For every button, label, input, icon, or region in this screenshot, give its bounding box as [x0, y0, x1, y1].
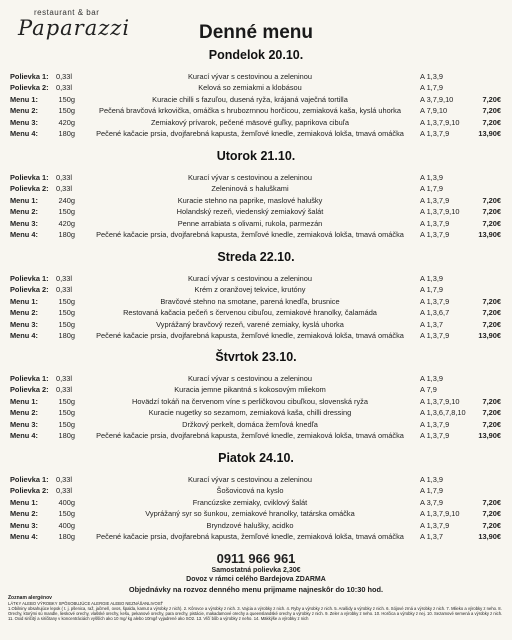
item-price: 7,20€	[482, 106, 501, 116]
menu-row	[0, 129, 512, 139]
item-volume: 150g	[58, 106, 75, 116]
item-price: 13,90€	[478, 532, 501, 541]
item-allergens: A 1,3,7,9	[420, 331, 450, 340]
day-heading: Pondelok 20.10.	[208, 48, 304, 62]
item-volume: 150g	[58, 207, 75, 217]
item-price: 13,90€	[478, 431, 501, 440]
item-label: Menu 3:	[10, 319, 38, 329]
menu-row	[0, 274, 512, 284]
item-description: Kurací vývar s cestovinou a zeleninou	[187, 274, 313, 283]
menu-row	[0, 308, 512, 318]
item-label: Menu 4:	[10, 230, 38, 239]
item-allergens: A 1,7,9	[420, 285, 444, 295]
item-allergens: A 7,9,10	[420, 106, 448, 116]
item-description: Vyprážaný syr so šunkou, zemiakové hranolky, tatárska omáčka	[145, 509, 355, 519]
item-description: Vyprážaný bravčový rezeň, varené zemiaky, kyslá uhorka	[156, 319, 344, 329]
item-description: Kurací vývar s cestovinou a zeleninou	[187, 72, 313, 81]
menu-row	[0, 118, 512, 128]
item-label: Polievka 2:	[10, 285, 49, 295]
day-heading: Piatok 24.10.	[218, 451, 294, 465]
menu-row	[0, 196, 512, 206]
item-volume: 180g	[58, 129, 75, 138]
item-description: Kelová so zemiakmi a klobásou	[198, 83, 302, 93]
item-volume: 180g	[58, 331, 75, 340]
item-price: 7,20€	[482, 117, 501, 127]
item-label: Menu 3:	[10, 218, 38, 228]
item-volume: 420g	[58, 117, 75, 127]
item-description: Zemiakový prívarok, pečené mäsové guľky, paprikova cibuľa	[150, 117, 350, 127]
item-volume: 150g	[58, 396, 75, 406]
item-volume: 150g	[58, 94, 75, 104]
item-label: Menu 1:	[10, 396, 38, 406]
item-volume: 180g	[58, 532, 75, 541]
menu-row	[0, 320, 512, 330]
item-price: 7,20€	[482, 509, 501, 519]
item-description: Bryndzové halušky, acidko	[206, 520, 294, 530]
item-price: 13,90€	[478, 129, 501, 138]
item-volume: 0,33l	[56, 83, 73, 93]
menu-row	[0, 397, 512, 407]
item-volume: 150g	[58, 319, 75, 329]
item-volume: 180g	[58, 230, 75, 239]
item-label: Polievka 1:	[10, 374, 49, 383]
item-description: Pečené kačacie prsia, dvojfarebná kapusta, žemľové knedle, zemiaková lokša, tmavá omáčka	[96, 331, 404, 340]
item-label: Menu 1:	[10, 497, 38, 507]
menu-row	[0, 509, 512, 519]
menu-row	[0, 106, 512, 116]
phone-number[interactable]: 0911 966 961	[216, 551, 296, 566]
item-volume: 0,33l	[56, 173, 73, 182]
item-description: Restovaná kačacia pečeň s červenou cibuľou, zemiakové hranolky, čalamáda	[123, 308, 377, 318]
item-allergens: A 1,3,6,7	[420, 308, 450, 318]
item-allergens: A 1,3,7,9	[420, 419, 450, 429]
item-description: Holandský rezeň, viedenský zemiakový šalát	[176, 207, 324, 217]
item-label: Polievka 1:	[10, 173, 49, 182]
item-allergens: A 1,3,9	[420, 374, 444, 383]
item-volume: 400g	[58, 497, 75, 507]
item-allergens: A 1,3,9	[420, 173, 444, 182]
day-heading: Štvrtok 23.10.	[215, 350, 297, 364]
item-price: 7,20€	[482, 308, 501, 318]
menu-row	[0, 498, 512, 508]
item-price: 7,20€	[482, 195, 501, 205]
item-allergens: A 1,3,7,9	[420, 129, 450, 138]
item-price: 7,20€	[482, 520, 501, 530]
menu-row	[0, 184, 512, 194]
item-label: Menu 1:	[10, 296, 38, 306]
item-volume: 0,33l	[56, 285, 73, 295]
orders-note: Objednávky na rozvoz denného menu prijmame najneskôr do 10:30 hod.	[128, 585, 384, 594]
item-description: Kuracie nugetky so sezamom, zemiaková kaša, chilli dressing	[148, 408, 352, 418]
item-description: Kuracia jemne pikantná s kokosovým mliekom	[174, 385, 326, 395]
item-price: 7,20€	[482, 408, 501, 418]
item-volume: 0,33l	[56, 486, 73, 496]
item-description: Šošovicová na kyslo	[216, 486, 284, 496]
menu-row	[0, 475, 512, 485]
item-label: Menu 4:	[10, 331, 38, 340]
item-volume: 240g	[58, 195, 75, 205]
item-volume: 0,33l	[56, 274, 73, 283]
item-description: Penne arrabiata s olivami, rukola, parmezán	[177, 218, 323, 228]
item-price: 7,20€	[482, 218, 501, 228]
item-volume: 0,33l	[56, 184, 73, 194]
item-label: Menu 2:	[10, 509, 38, 519]
menu-row	[0, 230, 512, 240]
menu-row	[0, 420, 512, 430]
item-allergens: A 1,3,9	[420, 475, 444, 484]
item-label: Menu 1:	[10, 94, 38, 104]
item-volume: 0,33l	[56, 72, 73, 81]
item-price: 7,20€	[482, 94, 501, 104]
item-allergens: A 1,3,9	[420, 274, 444, 283]
item-label: Menu 4:	[10, 532, 38, 541]
item-allergens: A 1,3,7,9	[420, 296, 450, 306]
item-allergens: A 1,3,7,9	[420, 230, 450, 239]
item-volume: 180g	[58, 431, 75, 440]
item-volume: 150g	[58, 408, 75, 418]
item-price: 7,20€	[482, 207, 501, 217]
menu-row	[0, 72, 512, 82]
item-description: Kurací vývar s cestovinou a zeleninou	[187, 173, 313, 182]
delivery-note: Dovoz v rámci celého Bardejova ZDARMA	[186, 576, 326, 583]
item-label: Menu 4:	[10, 129, 38, 138]
item-label: Menu 2:	[10, 408, 38, 418]
logo-name: Paparazzi	[18, 16, 131, 40]
item-label: Menu 1:	[10, 195, 38, 205]
item-allergens: A 1,3,7	[420, 532, 444, 541]
item-allergens: A 1,3,7,9,10	[420, 117, 460, 127]
item-description: Pečené kačacie prsia, dvojfarebná kapusta, žemľové knedle, zemiaková lokša, tmavá omáčka	[96, 532, 404, 541]
item-allergens: A 1,7,9	[420, 83, 444, 93]
item-volume: 150g	[58, 308, 75, 318]
item-description: Kurací vývar s cestovinou a zeleninou	[187, 374, 313, 383]
item-allergens: A 1,3,6,7,8,10	[420, 408, 466, 418]
item-price: 13,90€	[478, 230, 501, 239]
menu-row	[0, 285, 512, 295]
menu-row	[0, 521, 512, 531]
menu-row	[0, 297, 512, 307]
allergens-title: Zoznam alergénov	[8, 595, 52, 601]
item-allergens: A 1,3,7,9,10	[420, 509, 460, 519]
item-label: Polievka 2:	[10, 184, 49, 194]
item-allergens: A 1,3,7,9,10	[420, 207, 460, 217]
item-allergens: A 1,3,9	[420, 72, 444, 81]
item-label: Polievka 2:	[10, 83, 49, 93]
item-description: Pečené kačacie prsia, dvojfarebná kapusta, žemľové knedle, zemiaková lokša, tmavá omáčka	[96, 129, 404, 138]
soup-price-note: Samostatná polievka 2,30€	[211, 567, 301, 574]
item-label: Polievka 1:	[10, 475, 49, 484]
item-label: Polievka 1:	[10, 274, 49, 283]
menu-row	[0, 83, 512, 93]
day-heading: Utorok 21.10.	[216, 149, 296, 163]
menu-row	[0, 219, 512, 229]
item-description: Kuracie stehno na paprike, maslové halušky	[177, 195, 323, 205]
menu-row	[0, 408, 512, 418]
item-volume: 400g	[58, 520, 75, 530]
page-title: Denné menu	[198, 22, 314, 43]
menu-row	[0, 431, 512, 441]
item-label: Polievka 2:	[10, 385, 49, 395]
item-allergens: A 1,3,7	[420, 319, 444, 329]
item-allergens: A 3,7,9	[420, 497, 444, 507]
item-description: Pečené kačacie prsia, dvojfarebná kapusta, žemľové knedle, zemiaková lokša, tmavá omáčka	[96, 431, 404, 440]
item-label: Menu 3:	[10, 419, 38, 429]
item-allergens: A 1,7,9	[420, 184, 444, 194]
item-allergens: A 7,9	[420, 385, 437, 395]
item-description: Pečené kačacie prsia, dvojfarebná kapusta, žemľové knedle, zemiaková lokša, tmavá omáčka	[96, 230, 404, 239]
item-description: Kuracie chilli s fazuľou, dusená ryža, krájaná vaječná tortilla	[152, 94, 348, 104]
menu-row	[0, 95, 512, 105]
item-volume: 150g	[58, 509, 75, 519]
item-description: Zeleninová s haluškami	[211, 184, 289, 194]
item-price: 13,90€	[478, 331, 501, 340]
item-label: Menu 3:	[10, 520, 38, 530]
item-description: Držkový perkelt, domáca žemľová knedľa	[182, 419, 318, 429]
item-allergens: A 1,3,7,9	[420, 195, 450, 205]
menu-row	[0, 173, 512, 183]
item-description: Bravčové stehno na smotane, parená knedľa, brusnice	[160, 296, 340, 306]
item-allergens: A 1,3,7,9	[420, 218, 450, 228]
item-price: 7,20€	[482, 497, 501, 507]
menu-row	[0, 486, 512, 496]
menu-row	[0, 331, 512, 341]
item-volume: 0,33l	[56, 475, 73, 484]
menu-row	[0, 374, 512, 384]
item-label: Polievka 2:	[10, 486, 49, 496]
item-label: Menu 4:	[10, 431, 38, 440]
allergens-subtitle: LÁTKY ALEBO VÝROBKY SPÔSOBUJÚCE ALERGIE ALEBO NEZNÁŠANLIVOSŤ	[8, 601, 164, 606]
item-volume: 420g	[58, 218, 75, 228]
menu-row	[0, 532, 512, 542]
item-volume: 150g	[58, 296, 75, 306]
item-label: Menu 3:	[10, 117, 38, 127]
item-label: Menu 2:	[10, 207, 38, 217]
item-volume: 0,33l	[56, 374, 73, 383]
item-price: 7,20€	[482, 419, 501, 429]
menu-row	[0, 207, 512, 217]
item-label: Polievka 1:	[10, 72, 49, 81]
item-price: 7,20€	[482, 319, 501, 329]
item-volume: 0,33l	[56, 385, 73, 395]
item-description: Kurací vývar s cestovinou a zeleninou	[187, 475, 313, 484]
item-label: Menu 2:	[10, 106, 38, 116]
item-allergens: A 1,3,7,9	[420, 520, 450, 530]
allergens-text: 1.Obilniny obsahujúce lepok ( t. j. pšenica, raž, jačmeň, ovos, špalda, kamut a výrobky z nich). 2. Kôrovce a výrobky z nich. 3. Vajcia a výrobky z nich. 4. Ryby a výrobky z nich. 5. Arašidy a výrobky z nich. 6. Sójové zrná a výrobky z nich. 7. Mlieko a výrobky z neho. 8. Orechy, ktorými sú mandle, lieskové orechy, vlašské orechy, kešu, pekanové orechy, para orechy, pistácie, makadamové orechy a queenslandské orechy a výrobky z nich. 9. Zeler a výrobky z neho. 10. Horčica a výrobky z nej. 10. Sezamové semená a výrobky z nich. 11. Oxid siričitý a siričitany v koncentráciách vyšších ako 10 mg/ kg alebo 10mg/l vyjadrené ako SO2. 13. Vlčí bôb a výrobky z neho. 14. Mäkkýše a výrobky z nich	[8, 606, 503, 622]
logo-tagline: restaurant & bar	[34, 8, 100, 17]
item-description: Hovädzí tokáň na červenom víne s perličkovou cibuľkou, slovenská ryža	[132, 396, 368, 406]
item-price: 7,20€	[482, 396, 501, 406]
item-description: Pečená bravčová krkovička, omáčka s hrubozrnnou horčicou, zemiaková kaša, kyslá uhorka	[99, 106, 401, 116]
item-allergens: A 1,7,9	[420, 486, 444, 496]
item-label: Menu 2:	[10, 308, 38, 318]
menu-row	[0, 385, 512, 395]
item-volume: 150g	[58, 419, 75, 429]
item-allergens: A 1,3,7,9	[420, 431, 450, 440]
item-description: Francúzske zemiaky, cviklový šalát	[192, 497, 308, 507]
item-description: Krém z oranžovej tekvice, krutóny	[194, 285, 306, 295]
item-allergens: A 3,7,9,10	[420, 94, 454, 104]
item-price: 7,20€	[482, 296, 501, 306]
item-allergens: A 1,3,7,9,10	[420, 396, 460, 406]
day-heading: Streda 22.10.	[217, 250, 295, 264]
